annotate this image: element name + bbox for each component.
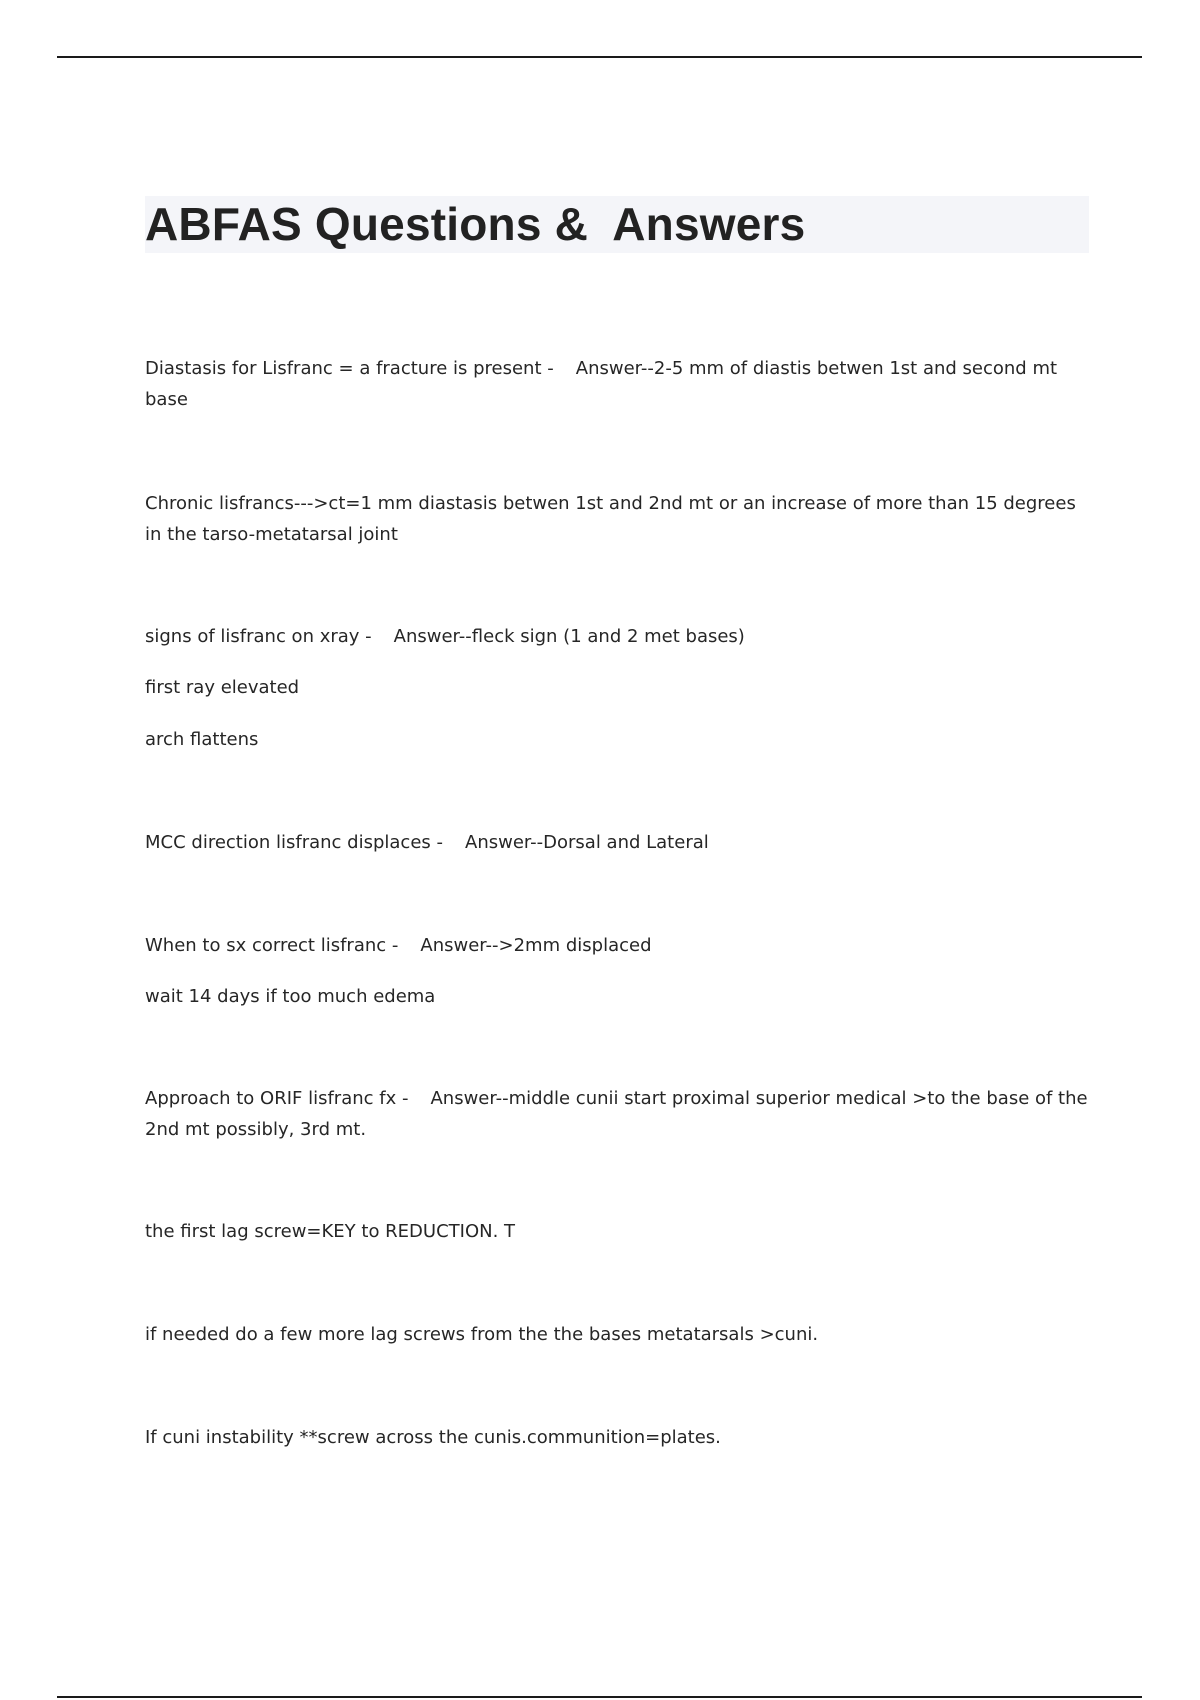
question-text: signs of lisfranc on xray - [145, 626, 372, 647]
answer-text: Answer-->2mm displaced [420, 935, 652, 956]
answer-text: Answer--2-5 mm of diastis betwen 1st and second mt base [145, 358, 1063, 410]
qa-item [145, 488, 1090, 550]
qa-item [145, 930, 1090, 961]
answer-text: Answer--fleck sign (1 and 2 met bases) [393, 626, 745, 647]
answer-text: Answer--middle cunii start proximal superior medical >to the base of the 2nd mt possibly, 3rd mt. [145, 1088, 1094, 1140]
qa-item [145, 1319, 1090, 1350]
footer-rule [57, 1696, 1142, 1698]
question-text: Approach to ORIF lisfranc fx - [145, 1088, 409, 1109]
document-title: ABFAS Questions & Answers [145, 198, 806, 250]
note-text: Chronic lisfrancs--->ct=1 mm diastasis betwen 1st and 2nd mt or an increase of more than 15 degrees in the tarso-metatarsal joint [145, 493, 1082, 545]
qa-item [145, 1422, 1090, 1453]
question-text: MCC direction lisfranc displaces - [145, 832, 443, 853]
answer-continuation: wait 14 days if too much edema [145, 986, 436, 1007]
question-text: Diastasis for Lisfranc = a fracture is present - [145, 358, 554, 379]
answer-text: Answer--Dorsal and Lateral [465, 832, 709, 853]
qa-item [145, 353, 1090, 415]
question-text: When to sx correct lisfranc - [145, 935, 399, 956]
note-text: if needed do a few more lag screws from the the bases metatarsals >cuni. [145, 1324, 819, 1345]
note-text: If cuni instability **screw across the cunis.communition=plates. [145, 1427, 721, 1448]
qa-item [145, 1216, 1090, 1247]
answer-continuation: first ray elevated [145, 677, 300, 698]
qa-item [145, 621, 1090, 652]
qa-item [145, 827, 1090, 858]
answer-continuation: arch flattens [145, 729, 259, 750]
note-text: the first lag screw=KEY to REDUCTION. T [145, 1221, 516, 1242]
header-rule [57, 56, 1142, 58]
qa-item [145, 1083, 1094, 1145]
